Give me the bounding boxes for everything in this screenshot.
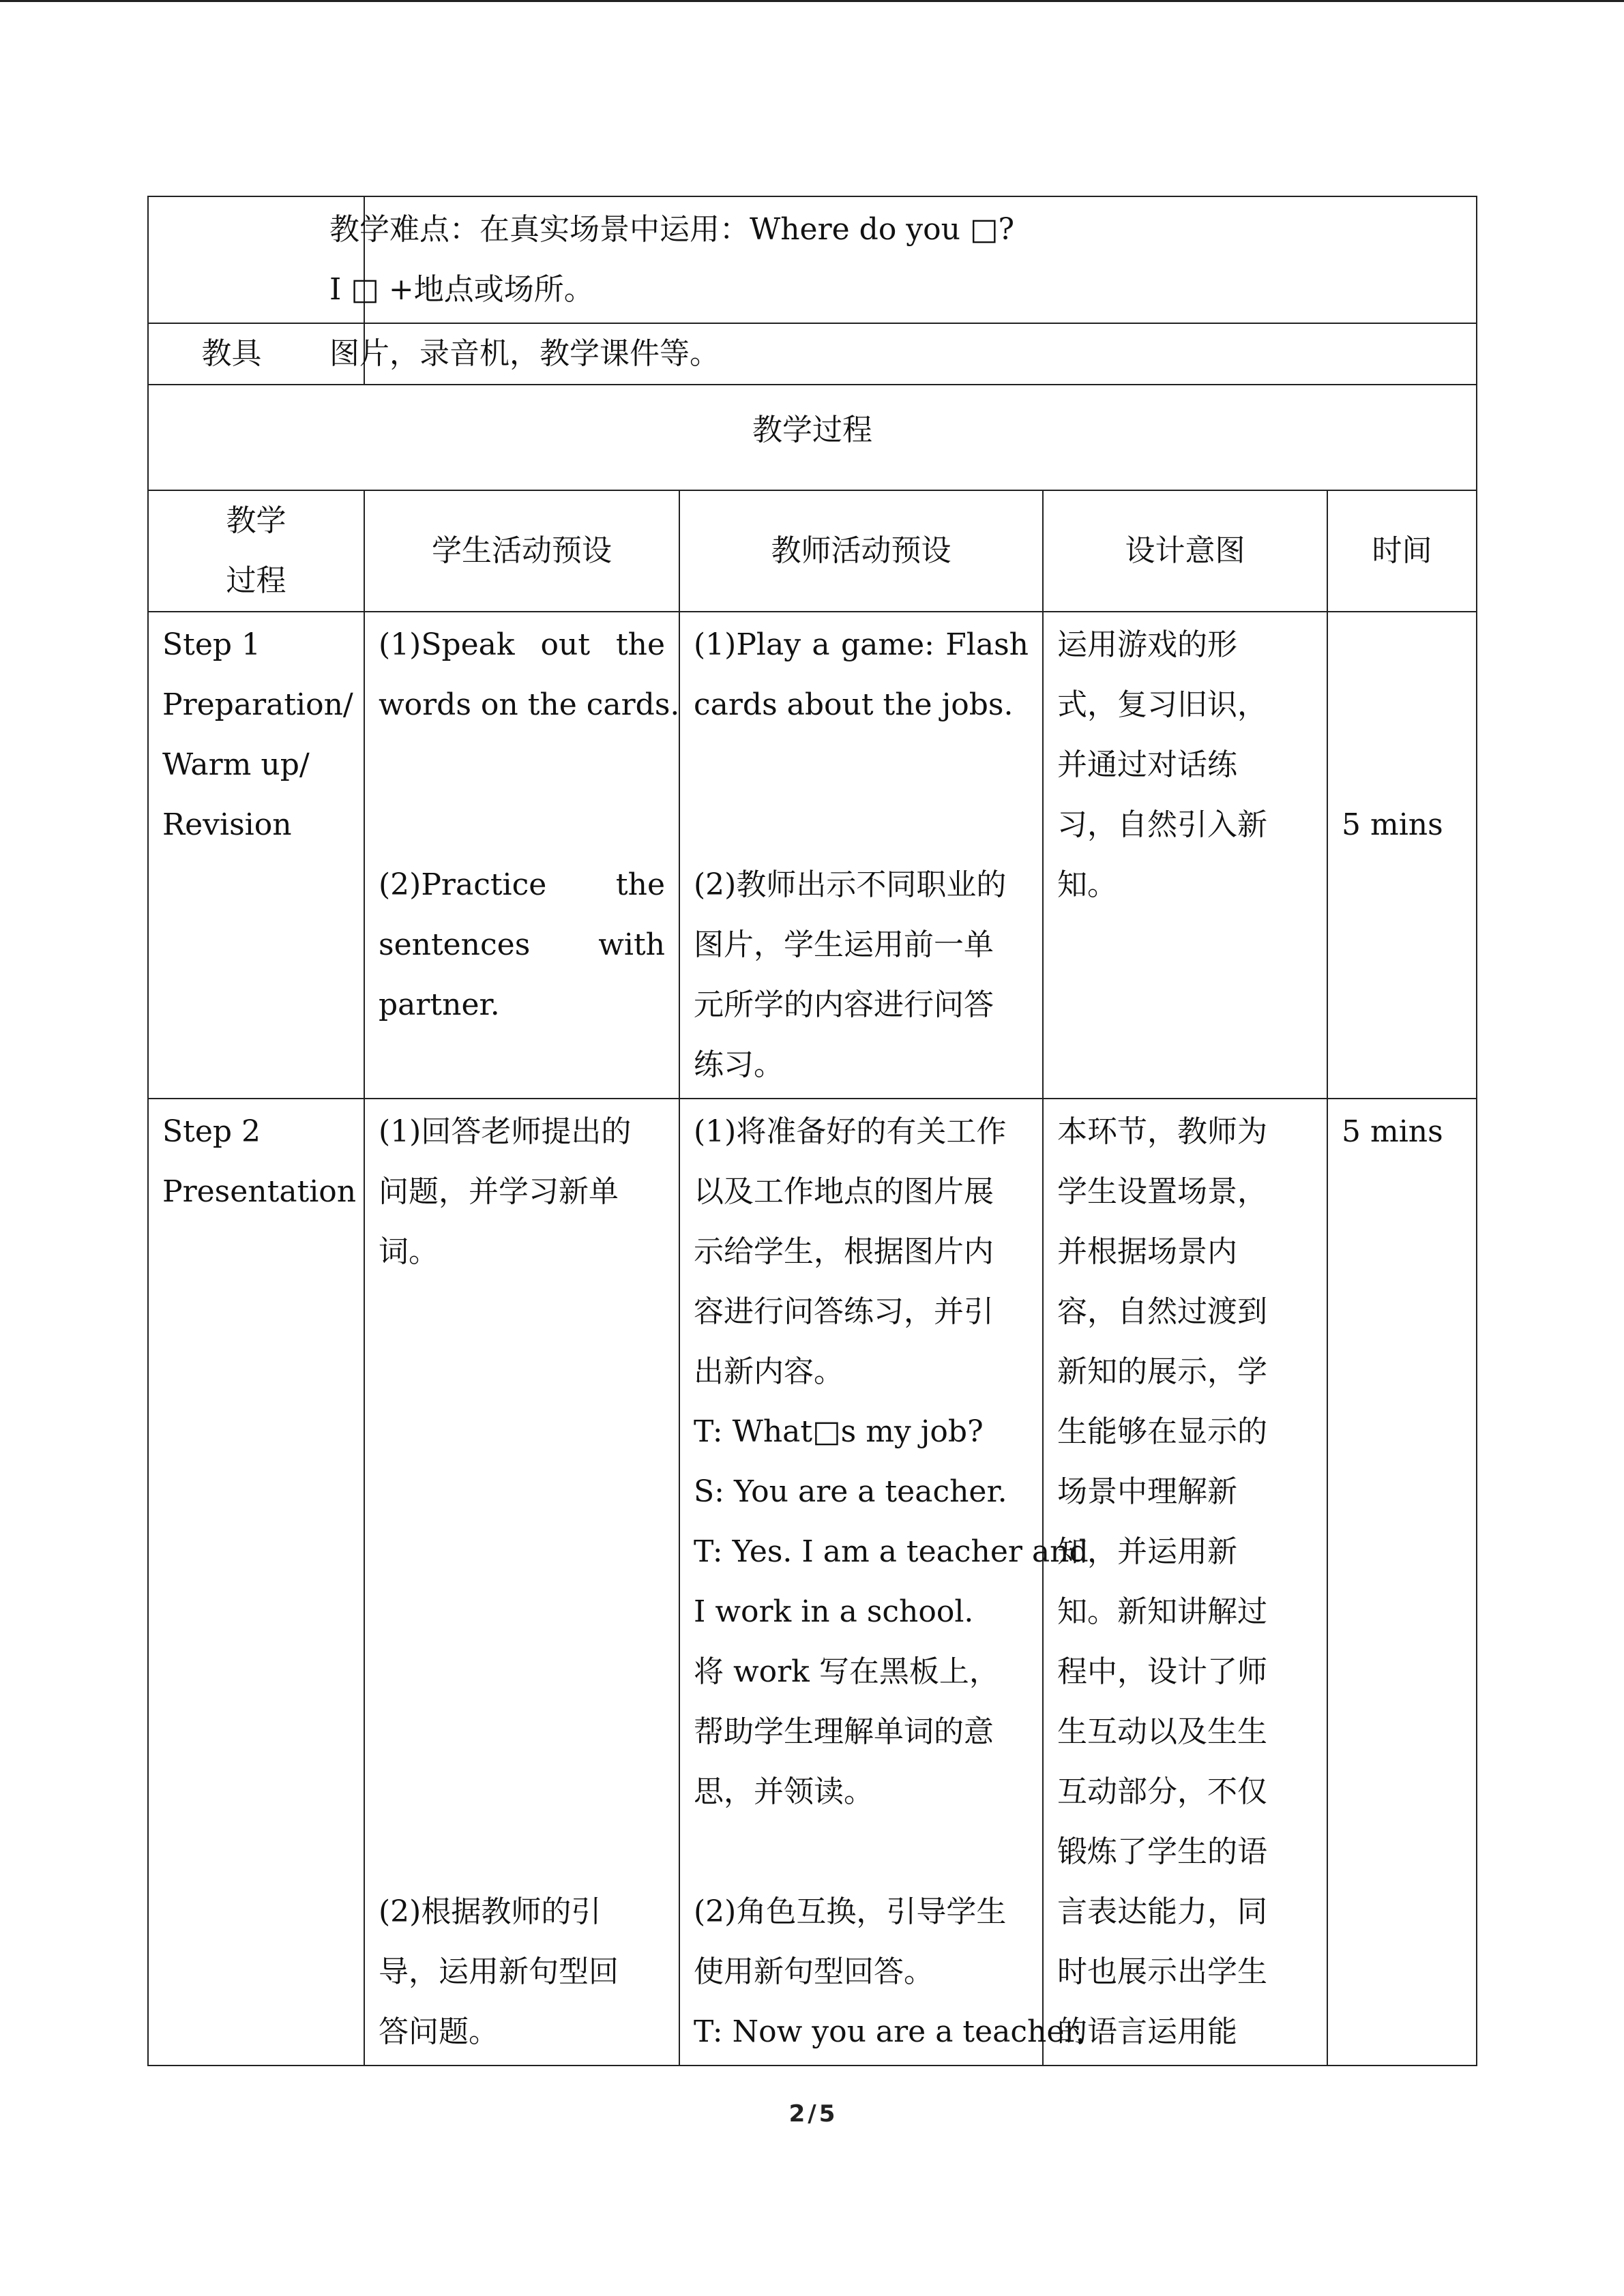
step2-stage-line: Presentation xyxy=(162,1174,357,1209)
step1-student-line: sentences with xyxy=(379,927,665,962)
step1-intent-line: 式，复习旧识， xyxy=(1057,687,1267,722)
step2-student-line: 问题，并学习新单 xyxy=(379,1174,619,1209)
step2-stage xyxy=(148,1099,364,2066)
step2-teacher-line: I work in a school. xyxy=(694,1594,974,1629)
step2-teacher-line: 将 work 写在黑板上， xyxy=(694,1654,999,1689)
step2-intent-line: 并根据场景内 xyxy=(1057,1234,1237,1269)
step1-teacher-line: (1)Play a game: Flash xyxy=(694,627,1029,662)
materials-value xyxy=(329,323,1477,385)
step1-teacher-line: 元所学的内容进行问答 xyxy=(694,987,994,1022)
materials-value-text: 图片，录音机，教学课件等。 xyxy=(329,336,720,371)
step2-teacher-line: T: Now you are a teacher. xyxy=(694,2014,1085,2049)
step2-student-line: 答问题。 xyxy=(379,2014,499,2049)
step1-student-line: (2)Practice the xyxy=(379,867,665,902)
step1-intent-line: 运用游戏的形 xyxy=(1057,627,1237,662)
step2-intent-line: 学生设置场景， xyxy=(1057,1174,1267,1209)
step2-intent-line: 锻炼了学生的语 xyxy=(1057,1834,1267,1869)
process-title: 教学过程 xyxy=(148,385,1477,490)
step1-intent-line: 并通过对话练 xyxy=(1057,747,1237,782)
header-stage-line-2: 过程 xyxy=(226,563,286,598)
step2-teacher-line: T: Yes. I am a teacher and xyxy=(694,1534,1089,1569)
step2-teacher-line: T: What□s my job? xyxy=(694,1414,984,1449)
step2-teacher-line: (2)角色互换，引导学生 xyxy=(694,1894,1007,1929)
materials-row xyxy=(148,323,1477,385)
step2-teacher-line: 容进行问答练习，并引 xyxy=(694,1294,994,1329)
header-stage-line-1: 教学 xyxy=(226,503,286,538)
step2-intent-line: 本环节，教师为 xyxy=(1057,1114,1267,1149)
process-title-row xyxy=(148,385,1477,490)
step2-row xyxy=(148,1099,1477,2066)
step2-student-line: 词。 xyxy=(379,1234,439,1269)
step1-row xyxy=(148,612,1477,1099)
step2-teacher-line: 以及工作地点的图片展 xyxy=(694,1174,994,1209)
page-current: 2 xyxy=(788,2100,806,2128)
difficulty-row xyxy=(148,196,1477,323)
step2-teacher-line: 思，并领读。 xyxy=(694,1774,874,1809)
step2-teacher-line: 示给学生，根据图片内 xyxy=(694,1234,994,1269)
step1-stage-line: Warm up/ xyxy=(162,747,310,782)
difficulty-cell xyxy=(329,196,1477,323)
page-total: 5 xyxy=(818,2100,836,2128)
step2-intent-line: 生互动以及生生 xyxy=(1057,1714,1267,1749)
lesson-plan-table xyxy=(147,196,1476,2066)
step1-student-line: partner. xyxy=(379,987,500,1022)
step2-intent-line: 时也展示出学生 xyxy=(1057,1954,1267,1989)
step1-student-line: words on the cards. xyxy=(379,687,680,722)
step2-student-line: (2)根据教师的引 xyxy=(379,1894,602,1929)
step2-stage-line: Step 2 xyxy=(162,1114,261,1149)
step1-intent xyxy=(1043,612,1327,1099)
header-stage xyxy=(148,490,364,612)
step1-stage-line: Revision xyxy=(162,807,292,842)
step2-teacher-line: S: You are a teacher. xyxy=(694,1474,1007,1509)
header-time: 时间 xyxy=(1327,490,1477,612)
materials-label-text: 教具 xyxy=(201,336,262,371)
header-teacher: 教师活动预设 xyxy=(679,490,1043,612)
step2-intent xyxy=(1043,1099,1327,2066)
step2-student-line: 导，运用新句型回 xyxy=(379,1954,619,1989)
step2-teacher-line: 帮助学生理解单词的意 xyxy=(694,1714,994,1749)
step1-stage-line: Step 1 xyxy=(162,627,261,662)
column-header-row xyxy=(148,490,1477,612)
difficulty-line-1: 教学难点：在真实场景中运用：Where do you □? xyxy=(329,212,1015,247)
page-number xyxy=(0,2100,1624,2128)
step2-intent-line: 容，自然过渡到 xyxy=(1057,1294,1267,1329)
step2-time xyxy=(1327,1099,1477,2066)
step1-teacher-line: cards about the jobs. xyxy=(694,687,1014,722)
step1-stage-line: Preparation/ xyxy=(162,687,353,722)
step2-teacher-line: (1)将准备好的有关工作 xyxy=(694,1114,1007,1149)
step1-stage xyxy=(148,612,364,1099)
step2-intent-line: 互动部分，不仅 xyxy=(1057,1774,1267,1809)
step1-teacher-line: 图片，学生运用前一单 xyxy=(694,927,994,962)
step1-teacher-line: 练习。 xyxy=(694,1047,784,1082)
page-top-rule xyxy=(0,0,1624,2)
step1-intent-line: 知。 xyxy=(1057,867,1117,902)
page-separator: / xyxy=(808,2100,816,2128)
step1-teacher-line: (2)教师出示不同职业的 xyxy=(694,867,1007,902)
step1-teacher xyxy=(679,612,1043,1099)
step2-intent-line: 言表达能力，同 xyxy=(1057,1894,1267,1929)
step2-time-value: 5 mins xyxy=(1342,1114,1443,1149)
difficulty-line-2: I □ +地点或场所。 xyxy=(329,272,594,307)
step2-student-line: (1)回答老师提出的 xyxy=(379,1114,632,1149)
step1-student-line: (1)Speak out the xyxy=(379,627,665,662)
step1-student xyxy=(364,612,679,1099)
step2-intent-line: 新知的展示，学 xyxy=(1057,1354,1267,1389)
step2-intent-line: 程中，设计了师 xyxy=(1057,1654,1267,1689)
step2-student xyxy=(364,1099,679,2066)
step2-intent-line: 知，并运用新 xyxy=(1057,1534,1237,1569)
header-intent: 设计意图 xyxy=(1043,490,1327,612)
step2-teacher-line: 出新内容。 xyxy=(694,1354,844,1389)
step2-teacher-line: 使用新句型回答。 xyxy=(694,1954,934,1989)
step1-time xyxy=(1327,612,1477,1099)
step2-intent-line: 知。新知讲解过 xyxy=(1057,1594,1267,1629)
step1-time-value: 5 mins xyxy=(1342,807,1443,842)
step1-intent-line: 习，自然引入新 xyxy=(1057,807,1267,842)
step2-teacher xyxy=(679,1099,1089,2066)
header-student: 学生活动预设 xyxy=(364,490,679,612)
step2-intent-line: 生能够在显示的 xyxy=(1057,1414,1267,1449)
step2-intent-line: 场景中理解新 xyxy=(1057,1474,1237,1509)
step2-intent-line: 的语言运用能 xyxy=(1057,2014,1237,2049)
